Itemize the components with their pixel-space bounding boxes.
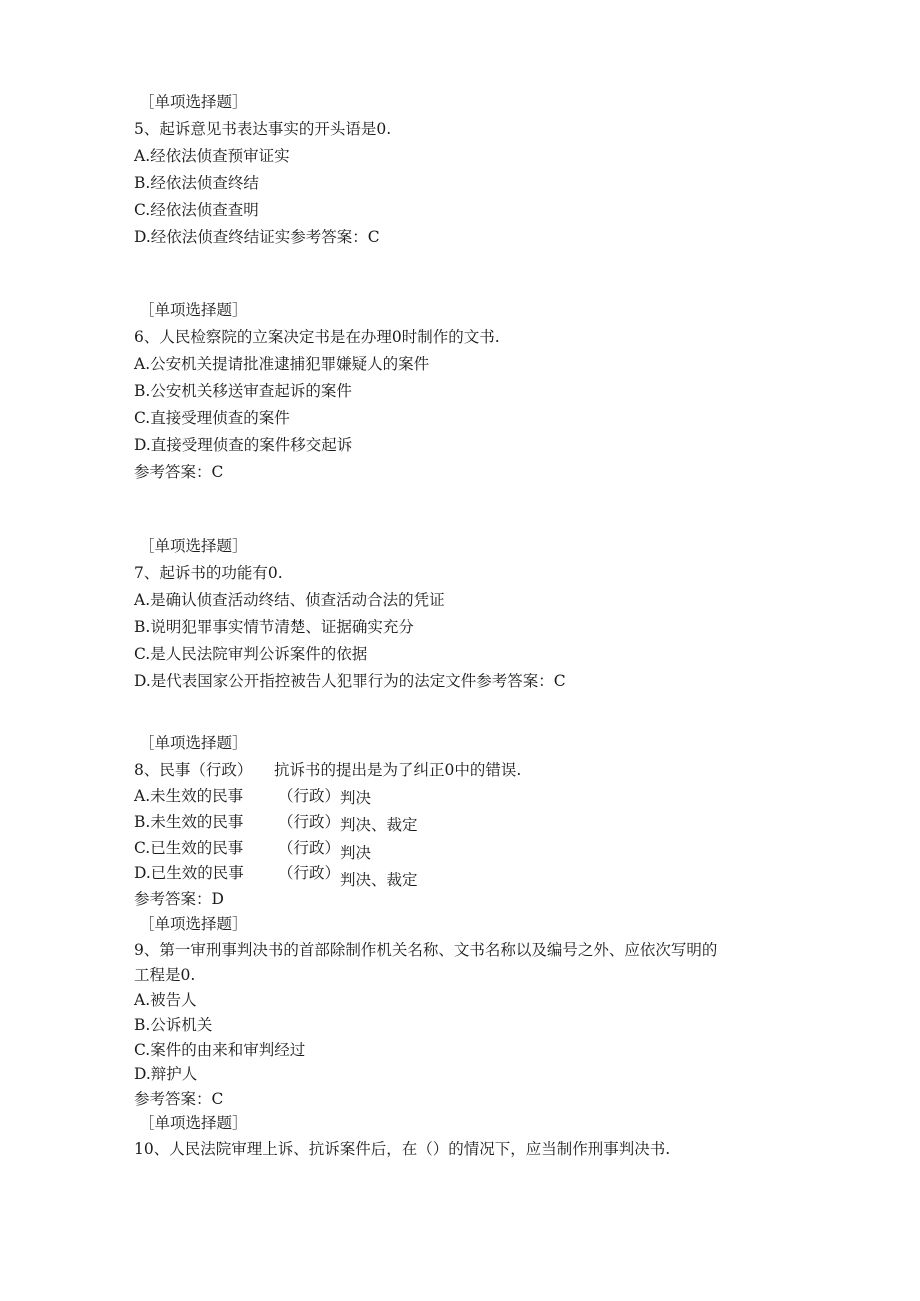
option-d: D.是代表国家公开指控被告人犯罪行为的法定文件参考答案：C [134, 672, 566, 690]
option-d: D.辩护人 [134, 1065, 198, 1083]
option-d: D.已生效的民事 [134, 864, 244, 882]
question-stem-part-2: 抗诉书的提出是为了纠正0中的错误. [274, 761, 522, 779]
question-type-tag: ［单项选择题］ [139, 301, 248, 319]
option-c: C.案件的由来和审判经过 [134, 1041, 306, 1059]
option-c: C.直接受理侦查的案件 [134, 409, 290, 427]
question-stem: 10、人民法院审理上诉、抗诉案件后，在（）的情况下，应当制作刑事判决书. [134, 1140, 671, 1158]
reference-answer: 参考答案：C [134, 463, 224, 481]
question-type-tag: ［单项选择题］ [139, 915, 248, 933]
option-c: C.是人民法院审判公诉案件的依据 [134, 645, 368, 663]
question-stem-part-1: 8、民事（行政） [134, 761, 253, 779]
option-b: B.公诉机关 [134, 1016, 213, 1034]
option-b: B.公安机关移送审查起诉的案件 [134, 382, 352, 400]
option-a: A.是确认侦查活动终结、侦查活动合法的凭证 [134, 591, 445, 609]
option-a: A.公安机关提请批准逮捕犯罪嫌疑人的案件 [134, 355, 430, 373]
question-stem: 7、起诉书的功能有0. [134, 564, 283, 582]
option-b: B.未生效的民事 [134, 813, 244, 831]
option-d-tail: 判决、裁定 [340, 871, 418, 889]
reference-answer: 参考答案：D [134, 890, 224, 908]
option-c: C.已生效的民事 [134, 839, 244, 857]
option-b: B.说明犯罪事实情节清楚、证据确实充分 [134, 618, 414, 636]
option-b-tail: 判决、裁定 [340, 816, 418, 834]
option-c-paren: （行政） [278, 839, 341, 857]
option-a: A.被告人 [134, 991, 197, 1009]
option-a: A.经依法侦查预审证实 [134, 147, 290, 165]
option-a-paren: （行政） [278, 787, 341, 805]
option-c: C.经依法侦查查明 [134, 201, 259, 219]
question-type-tag: ［单项选择题］ [139, 537, 248, 555]
option-d-paren: （行政） [278, 864, 341, 882]
option-d: D.经依法侦查终结证实参考答案：C [134, 228, 380, 246]
option-a-tail: 判决 [340, 789, 372, 807]
question-type-tag: ［单项选择题］ [139, 734, 248, 752]
option-c-tail: 判决 [340, 844, 372, 862]
option-b: B.经依法侦查终结 [134, 174, 259, 192]
question-stem: 5、起诉意见书表达事实的开头语是0. [134, 120, 392, 138]
option-a: A.未生效的民事 [134, 787, 244, 805]
reference-answer: 参考答案：C [134, 1090, 224, 1108]
question-stem-line-2: 工程是0. [134, 966, 196, 984]
question-stem: 6、人民检察院的立案决定书是在办理0时制作的文书. [134, 328, 500, 346]
option-d: D.直接受理侦查的案件移交起诉 [134, 436, 353, 454]
option-b-paren: （行政） [278, 813, 341, 831]
question-type-tag: ［单项选择题］ [139, 93, 248, 111]
question-type-tag: ［单项选择题］ [139, 1114, 248, 1132]
question-stem-line-1: 9、第一审刑事判决书的首部除制作机关名称、文书名称以及编号之外、应依次写明的 [134, 941, 718, 959]
